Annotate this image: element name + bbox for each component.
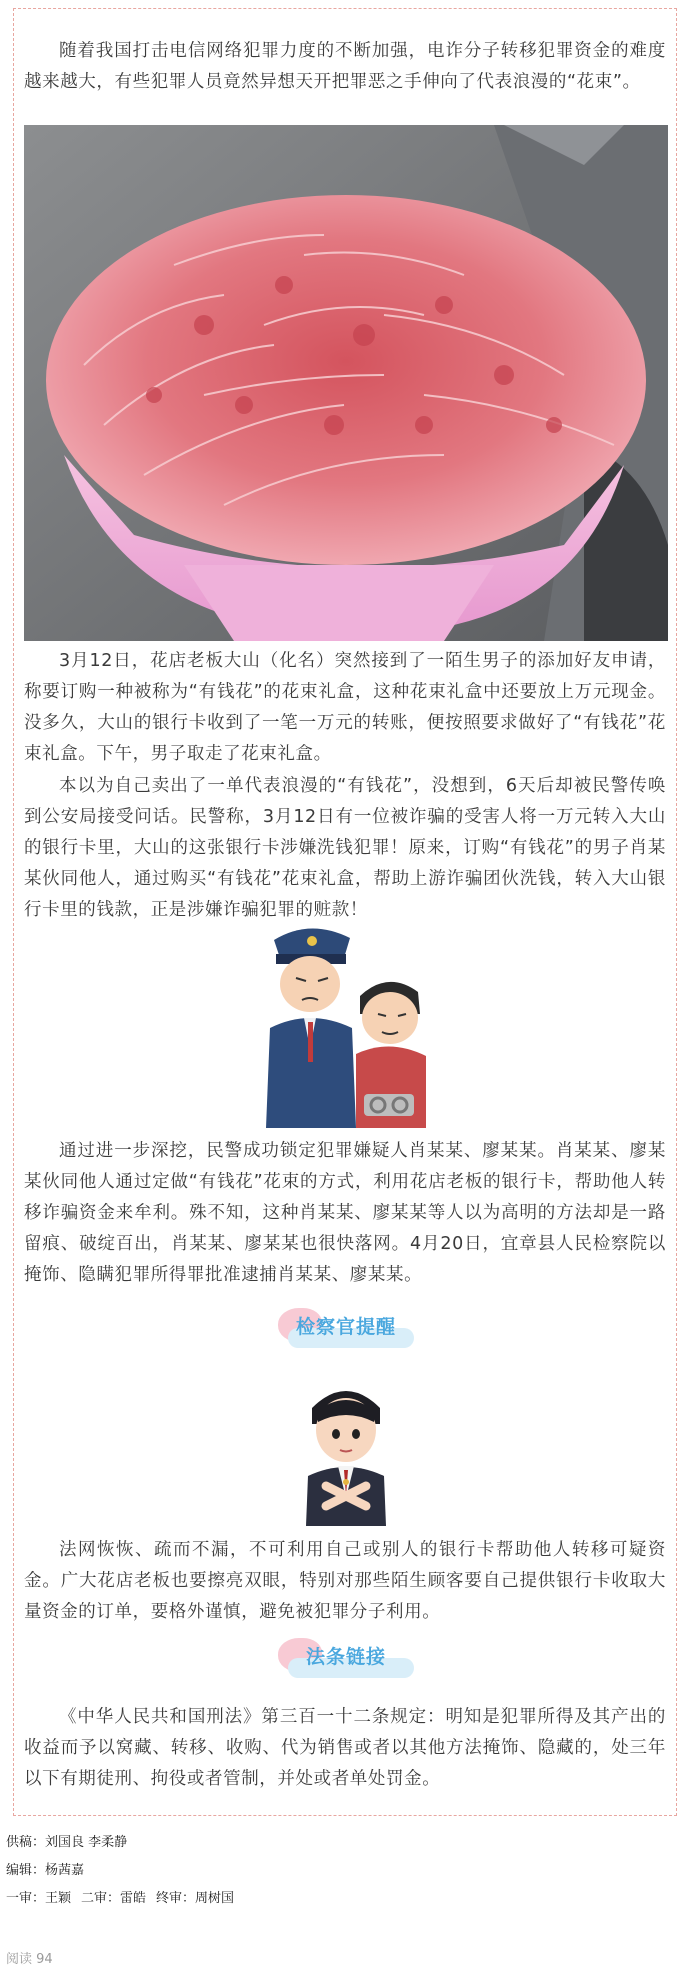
read-count: 阅读 94 (6, 1952, 53, 1967)
credits-review-2: 二审：雷皓 (81, 1891, 147, 1906)
section-heading-text: 检察官提醒 (295, 1316, 396, 1338)
article-paragraph-3: 本以为自己卖出了一单代表浪漫的“有钱花”，没想到，6天后却被民警传唤到公安局接受问话。民警称，3月12日有一位被诈骗的受害人将一万元转入大山的银行卡里，大山的这张银行卡涉嫌洗钱犯罪！原来，订购“有钱花”的男子肖某某伙同他人，通过购买“有钱花”花束礼盒，帮助上游诈骗团伙洗钱，转入大山银行卡里的钱款，正是涉嫌诈骗犯罪的赃款！ (24, 776, 666, 920)
prosecutor-illustration (300, 1378, 392, 1526)
credits-reviewers (6, 1889, 234, 1909)
police-arrest-illustration (260, 918, 430, 1128)
section-heading-prosecutor-reminder (270, 1304, 422, 1356)
article-paragraph-5: 法网恢恢、疏而不漏，不可利用自己或别人的银行卡帮助他人转移可疑资金。广大花店老板也要擦亮双眼，特别对那些陌生顾客要自己提供银行卡收取大量资金的订单，要格外谨慎，避免被犯罪分子利用。 (24, 1540, 666, 1622)
article-paragraph-2: 3月12日，花店老板大山（化名）突然接到了一陌生男子的添加好友申请，称要订购一种被称为“有钱花”的花束礼盒，这种花束礼盒中还要放上万元现金。没多久，大山的银行卡收到了一笔一万元的转账，便按照要求做好了“有钱花”花束礼盒。下午，男子取走了花束礼盒。 (24, 651, 666, 764)
bouquet-photo-graphic (24, 125, 668, 641)
bouquet-photo (24, 125, 668, 641)
section-heading-legal-link (270, 1634, 422, 1686)
credits-review-final: 终审：周树国 (156, 1891, 235, 1906)
article-paragraph-4: 通过进一步深挖，民警成功锁定犯罪嫌疑人肖某某、廖某某。肖某某、廖某某伙同他人通过定做“有钱花”花束的方式，利用花店老板的银行卡，帮助他人转移诈骗资金来牟利。殊不知，这种肖某某、廖某某等人以为高明的方法却是一路留痕、破绽百出，肖某某、廖某某也很快落网。4月20日，宜章县人民检察院以掩饰、隐瞒犯罪所得罪批准逮捕肖某某、廖某某。 (24, 1141, 666, 1285)
credits-review-1: 一审：王颖 (6, 1891, 72, 1906)
credits-editor: 编辑：杨茜嘉 (6, 1863, 85, 1878)
article-paragraph-6: 《中华人民共和国刑法》第三百一十二条规定：明知是犯罪所得及其产出的收益而予以窝藏、转移、收购、代为销售或者以其他方法掩饰、隐藏的，处三年以下有期徒刑、拘役或者管制，并处或者单处罚金。 (24, 1707, 666, 1789)
article-paragraph-1: 随着我国打击电信网络犯罪力度的不断加强，电诈分子转移犯罪资金的难度越来越大，有些犯罪人员竟然异想天开把罪恶之手伸向了代表浪漫的“花束”。 (24, 41, 666, 92)
credits-contributors: 供稿：刘国良 李柔静 (6, 1835, 128, 1850)
section-heading-text: 法条链接 (305, 1646, 386, 1668)
